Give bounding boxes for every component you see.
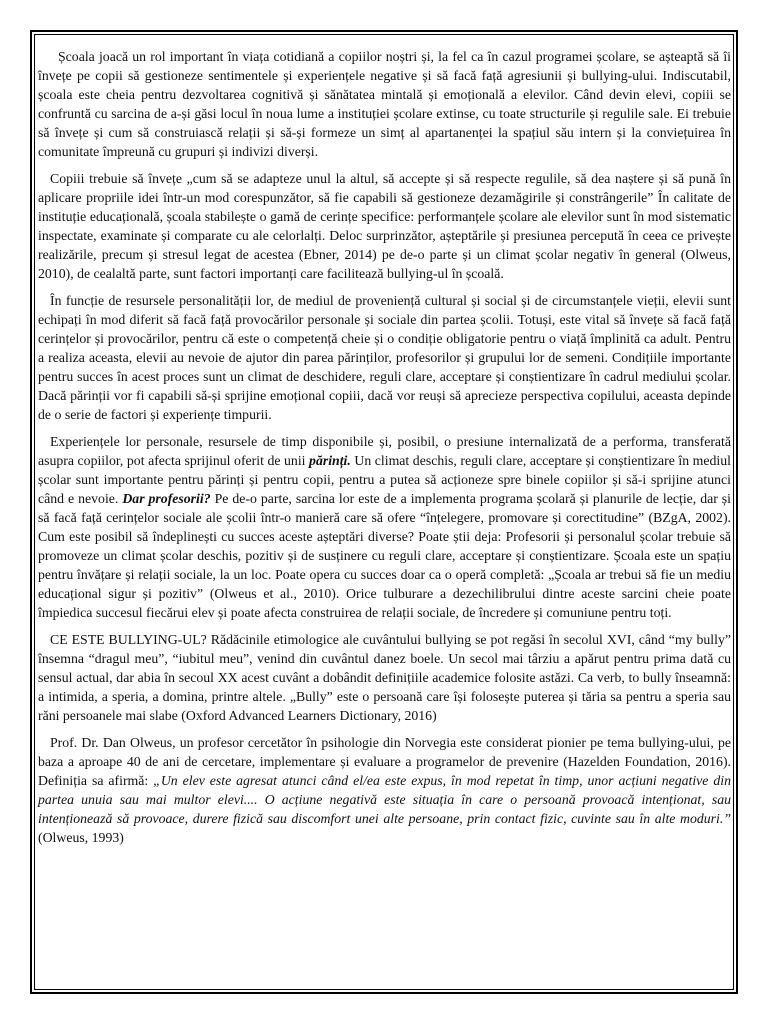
- paragraph-6-citation: (Olweus, 1993): [38, 830, 124, 845]
- document-page: [30, 30, 738, 994]
- emphasis-dar-profesorii: Dar profesorii?: [122, 491, 211, 506]
- paragraph-1: Școala joacă un rol important în viața cotidiană a copiilor noștri și, la fel ca în cazul programei școlare, se așteaptă să îi învețe pe copii să gestioneze sentimentele și experiențele negative și să facă față agresiunii și bullying-ului. Indiscutabil, școala este cheia pentru dezvoltarea cognitivă și sănătatea mintală și emoțională a elevilor. Când devin elevi, copiii se confruntă cu sarcina de a-și găsi locul în noua lume a instituției școlare extinse, cu toate structurile și regulile sale. Ei trebuie să învețe și cum să construiască relații și să-și formeze un simț al apartanenței la spațiul său intern și la conviețuirea în comunitate împreună cu grupuri și indivizi diverși.: [38, 49, 731, 159]
- page-inner-border: [34, 34, 734, 990]
- olweus-definition-quote: „Un elev este agresat atunci când el/ea este expus, în mod repetat în timp, unor acțiuni negative din partea unuia sau mai multor elevi.... O acțiune negativă este situația în care o persoană provoacă intenționat, sau intenționează să provoace, durere fizică sau discomfort unei alte persoane, prin contact fizic, cuvinte sau în alte moduri.”: [38, 773, 731, 826]
- paragraph-4-text-c: Un climat deschis, reguli clare, acceptare și conștientizare în mediul școlar sunt importante pentru părinți și pentru copii, pentru a putea să acționeze spre binele copiilor și să-i sprijine atunci când e nevoie.: [38, 453, 731, 506]
- paragraph-5: CE ESTE BULLYING-UL? Rădăcinile etimologice ale cuvântului bullying se pot regăsi în secolul XVI, când “my bully” însemna “dragul meu”, “iubitul meu”, venind din cuvântul danez boele. Un secol mai târziu a apărut pentru prima dată cu sensul actual, dar abia în secoul XX acest cuvânt a dobândit definițiile academice folosite astăzi. Ca verb, to bully înseamnă: a intimida, a speria, a domina, printre altele. „Bully” este o persoană care își folosește puterea și tăria sa pentru a speria sau răni persoanele mai slabe (Oxford Advanced Learners Dictionary, 2016): [38, 632, 731, 723]
- paragraph-4-text-a: Experiențele lor personale, resursele de timp disponibile și, posibil, o presiune internalizată de a performa, transferată asupra copiilor, pot afecta sprijinul oferit de unii: [38, 434, 731, 468]
- paragraph-2: Copiii trebuie să învețe „cum să se adapteze unul la altul, să accepte și să respecte regulile, să dea naștere și să pună în aplicare propriile idei într-un mod corespunzător, să fie capabili să gestioneze dezamăgirile și constrângerile” În calitate de instituție educațională, școala stabilește o gamă de cerințe specifice: performanțele școlare ale elevilor sunt în mod sistematic inspectate, examinate și comparate cu ale celorlalți. Deloc surprinzător, așteptările și presiunea percepută în ceea ce privește realizările, precum și stresul legat de acestea (Ebner, 2014) pe de-o parte și un climat școlar negativ în general (Olweus, 2010), de cealaltă parte, sunt factori importanți care facilitează bullying-ul în școală.: [38, 171, 731, 281]
- paragraph-4-text-e: Pe de-o parte, sarcina lor este de a implementa programa școlară și planurile de lecție, dar și să facă față cerințelor sociale ale școlii într-o manieră care să ofere “înțelegere, promovare și corectitudine” (BZgA, 2002). Cum este posibil să îndeplinești cu succes aceste așteptări diverse? Poate știi deja: Profesorii și personalul școlar trebuie să promoveze un climat școlar deschis, pozitiv și de susținere cu reguli clare, acceptare și conștientizare. Școala este un spațiu pentru învățare și relații sociale, la un loc. Poate opera cu succes doar ca o operă completă: „Școala ar trebui să fie un mediu educațional sigur și pozitiv” (Olweus et al., 2010). Orice tulburare a dezechilibrului dintre aceste sarcini cheie poate împiedica succesul fiecărui elev și poate afecta construirea de relații sociale, de încredere și comuniune pentru toți.: [38, 491, 731, 620]
- paragraph-6: [38, 733, 731, 847]
- document-body: [38, 47, 731, 855]
- emphasis-parinti: părinți.: [309, 453, 351, 468]
- paragraph-3: În funcție de resursele personalității lor, de mediul de proveniență cultural și social și de circumstanțele vieții, elevii sunt echipați în mod diferit să facă față provocărilor personale și sociale din partea școlii. Totuși, este vital să învețe să facă față cerințelor și provocărilor, pentru că este o competență cheie și o condiție obligatorie pentru o viață împlinită ca adult. Pentru a realiza aceasta, elevii au nevoie de ajutor din parea părinților, profesorilor și grupului lor de semeni. Condițiile importante pentru succes în acest proces sunt un climat de deschidere, reguli clare, acceptare și conștientizare în cadrul mediului școlar. Dacă părinții vor fi capabili să-și sprijine emoțional copiii, dacă vor reuși să aprecieze perspectiva copilului, aceasta depinde de o serie de factori și experiențe timpurii.: [38, 293, 731, 422]
- paragraph-6-text-a: Prof. Dr. Dan Olweus, un profesor cercetător în psihologie din Norvegia este considerat pionier pe tema bullying-ului, pe baza a aproape 40 de ani de cercetare, implementare și evaluare a programelor de prevenire (Hazelden Foundation, 2016). Definiția sa afirmă:: [38, 735, 731, 788]
- paragraph-4: [38, 432, 731, 622]
